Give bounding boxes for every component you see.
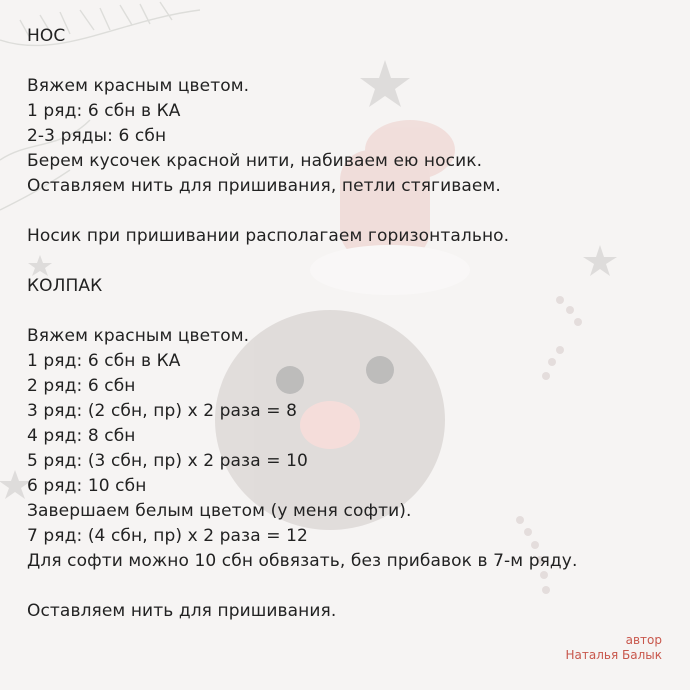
text-line: 2-3 ряды: 6 сбн [27, 126, 167, 146]
text-line: НОС [27, 26, 66, 46]
author-label: автор [625, 633, 662, 647]
blank-line [27, 199, 577, 224]
text-line: Оставляем нить для пришивания. [27, 601, 337, 621]
text-line: Вяжем красным цветом. [27, 76, 250, 96]
text-line: Берем кусочек красной нити, набиваем ею носик. [27, 151, 483, 171]
text-line: 6 ряд: 10 сбн [27, 476, 147, 496]
text-line: 1 ряд: 6 сбн в КА [27, 101, 181, 121]
text-line: 4 ряд: 8 сбн [27, 426, 136, 446]
text-line: Для софти можно 10 сбн обвязать, без прибавок в 7-м ряду. [27, 551, 578, 571]
pattern-text [27, 24, 577, 624]
text-line: Завершаем белым цветом (у меня софти). [27, 501, 412, 521]
author-name: Наталья Балык [565, 648, 662, 662]
blank-line [27, 299, 577, 324]
text-line: 7 ряд: (4 сбн, пр) х 2 раза = 12 [27, 526, 308, 546]
text-line: Оставляем нить для пришивания, петли стягиваем. [27, 176, 501, 196]
blank-line [27, 49, 577, 74]
text-line: 2 ряд: 6 сбн [27, 376, 136, 396]
blank-line [27, 249, 577, 274]
author-credit [566, 633, 662, 663]
text-line: Вяжем красным цветом. [27, 326, 250, 346]
text-line: КОЛПАК [27, 276, 103, 296]
text-line: 1 ряд: 6 сбн в КА [27, 351, 181, 371]
blank-line [27, 574, 577, 599]
text-line: 3 ряд: (2 сбн, пр) х 2 раза = 8 [27, 401, 297, 421]
text-line: Носик при пришивании располагаем горизонтально. [27, 226, 510, 246]
text-line: 5 ряд: (3 сбн, пр) х 2 раза = 10 [27, 451, 308, 471]
